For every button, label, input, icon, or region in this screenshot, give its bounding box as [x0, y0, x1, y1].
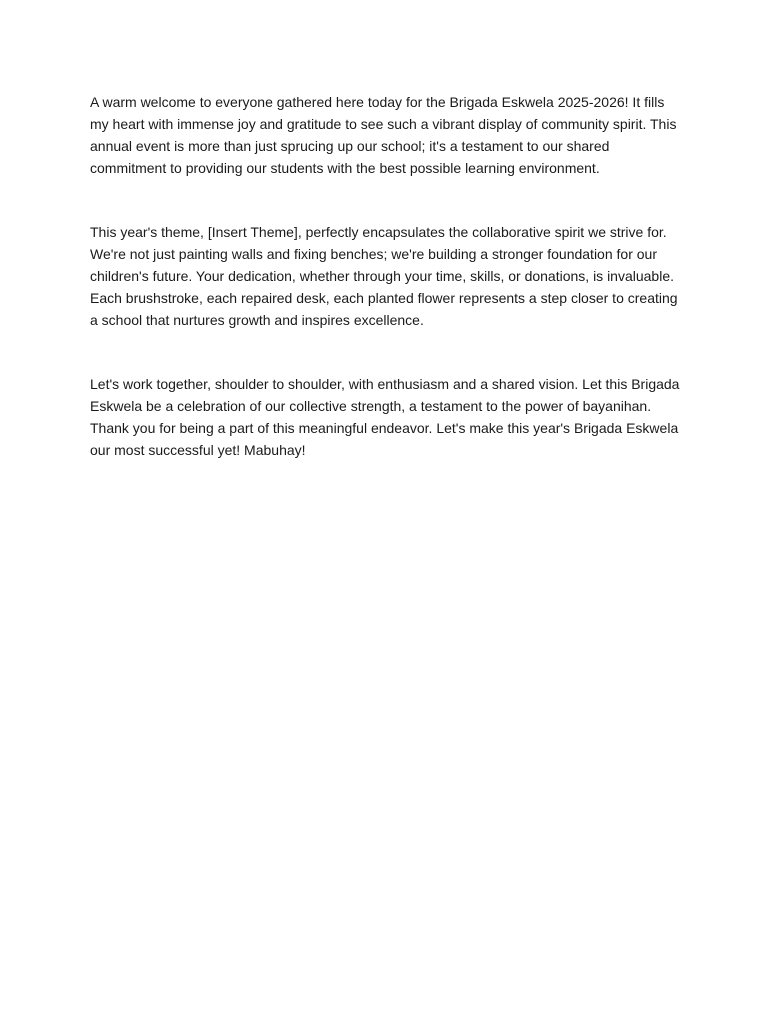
document-body	[90, 91, 680, 461]
paragraph-welcome: A warm welcome to everyone gathered here today for the Brigada Eskwela 2025-2026! It fills my heart with immense joy and gratitude to see such a vibrant display of community spirit. This annual event is more than just sprucing up our school; it's a testament to our shared commitment to providing our students with the best possible learning environment.	[90, 94, 677, 176]
paragraph-closing: Let's work together, shoulder to shoulder, with enthusiasm and a shared vision. Let this Brigada Eskwela be a celebration of our collective strength, a testament to the power of bayanihan. Thank you for being a part of this meaningful endeavor. Let's make this year's Brigada Eskwela our most successful yet! Mabuhay!	[90, 376, 680, 458]
paragraph-theme: This year's theme, [Insert Theme], perfectly encapsulates the collaborative spirit we strive for. We're not just painting walls and fixing benches; we're building a stronger foundation for our children's future. Your dedication, whether through your time, skills, or donations, is invaluable. Each brushstroke, each repaired desk, each planted flower represents a step closer to creating a school that nurtures growth and inspires excellence.	[90, 224, 678, 328]
